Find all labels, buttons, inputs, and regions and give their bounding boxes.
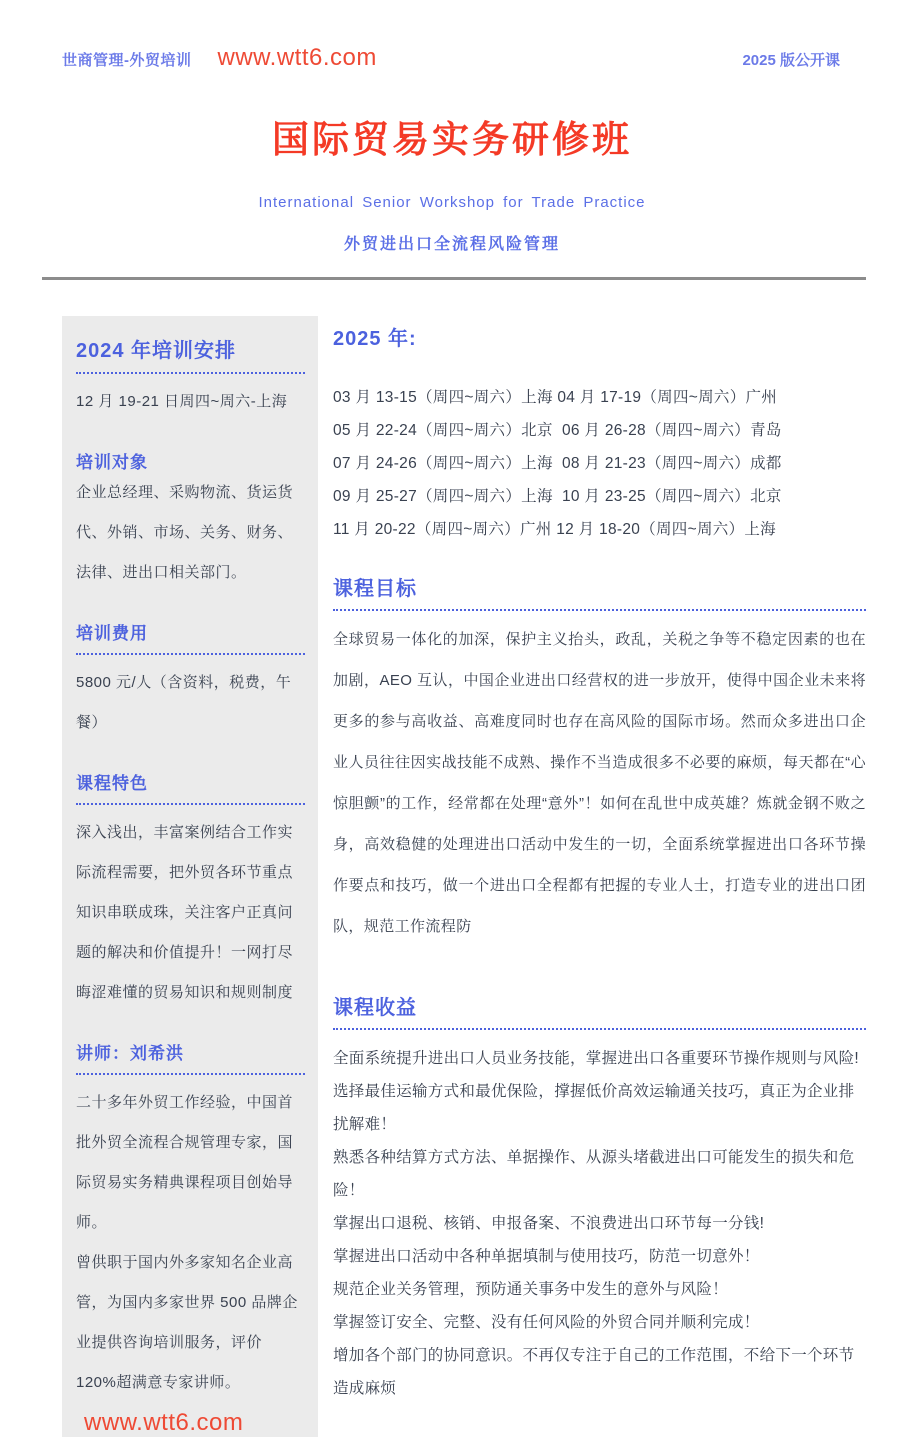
benefit-row: 规范企业关务管理，预防通关事务中发生的意外与风险！ [333, 1281, 729, 1298]
objectives-section [333, 572, 866, 947]
schedule-2025-list [333, 381, 866, 546]
benefit-row: 全面系统提升进出口人员业务技能，掌握进出口各重要环节操作规则与风险! [333, 1050, 860, 1067]
benefit-row: 增加各个部门的协同意识。不再仅专注于自己的工作范围，不给下一个环节造成麻烦 [333, 1347, 855, 1397]
benefit-row: 选择最佳运输方式和最优保险，撑握低价高效运输通关技巧，真正为企业排扰解难！ [333, 1083, 855, 1133]
page-header [0, 0, 904, 280]
schedule-row: 09 月 25-27（周四~周六）上海 10 月 23-25（周四~周六）北京 [333, 488, 782, 505]
brand-label: 世商管理-外贸培训 [62, 52, 192, 69]
dotted-separator [76, 803, 305, 805]
lecturer-bio-2: 曾供职于国内外多家知名企业高管，为国内多家世界 500 品牌企业提供咨询培训服务，评价 120%超满意专家讲师。 [76, 1254, 298, 1391]
sidebar-heading-2024-schedule: 2024 年培训安排 [76, 340, 237, 362]
header-row [0, 44, 904, 72]
schedule-row: 11 月 20-22（周四~周六）广州 12 月 18-20（周四~周六）上海 [333, 521, 776, 538]
heading-2025-schedule: 2025 年: [333, 328, 417, 350]
content-columns [0, 280, 904, 1437]
sidebar [62, 316, 318, 1437]
heading-benefits: 课程收益 [333, 997, 417, 1019]
benefit-row: 掌握进出口活动中各种单据填制与使用技巧，防范一切意外！ [333, 1248, 760, 1265]
dotted-separator [333, 1028, 866, 1030]
benefits-section [333, 991, 866, 1405]
sidebar-heading-audience: 培训对象 [76, 453, 148, 472]
dotted-separator [76, 1073, 305, 1075]
objectives-paragraph: 全球贸易一体化的加深，保护主义抬头，政乱，关税之争等不稳定因素的也在加剧，AEO 互认，中国企业进出口经营权的进一步放开，使得中国企业未来将更多的参与高收益、高难度同时也存在高风险的国际市场。然而众多进出口企业人员往往因实战技能不成熟、操作不当造成很多不必要的麻烦，每天都在“心惊胆颤”的工作，经常都在处理“意外”！如何在乱世中成英雄？炼就金钢不败之身，高效稳健的处理进出口活动中发生的一切，全面系统掌握进出口各环节操作要点和技巧，做一个进出口全程都有把握的专业人士，打造专业的进出口团队，规范工作流程防 [333, 631, 866, 935]
features-text: 深入浅出，丰富案例结合工作实际流程需要，把外贸各环节重点知识串联成珠，关注客户正真问题的解决和价值提升！一网打尽晦涩难懂的贸易知识和规则制度 [76, 824, 294, 1001]
schedule-2024-item: 12 月 19-21 日周四~周六-上海 [76, 393, 288, 410]
header-left [62, 44, 377, 72]
schedule-row: 05 月 22-24（周四~周六）北京 06 月 26-28（周四~周六）青岛 [333, 422, 782, 439]
website-link[interactable]: www.wtt6.com [217, 44, 377, 71]
benefits-list [333, 1042, 866, 1405]
lecturer-bio-1: 二十多年外贸工作经验，中国首批外贸全流程合规管理专家，国际贸易实务精典课程项目创始导师。 [76, 1094, 294, 1231]
fee-text: 5800 元/人（含资料，税费，午餐） [76, 674, 292, 731]
benefit-row: 掌握签订安全、完整、没有任何风险的外贸合同并顺利完成！ [333, 1314, 760, 1331]
sidebar-website-link[interactable]: www.wtt6.com [84, 1409, 244, 1436]
edition-label: 2025 版公开课 [742, 52, 840, 69]
subtitle-chinese: 外贸进出口全流程风险管理 [343, 236, 560, 253]
sidebar-heading-fee: 培训费用 [76, 624, 148, 643]
main-column [333, 316, 866, 1437]
heading-objectives: 课程目标 [333, 578, 417, 600]
audience-text: 企业总经理、采购物流、货运货代、外销、市场、关务、财务、法律、进出口相关部门。 [76, 484, 294, 581]
sidebar-heading-features: 课程特色 [76, 774, 148, 793]
benefit-row: 掌握出口退税、核销、申报备案、不浪费进出口环节每一分钱! [333, 1215, 765, 1232]
subtitle-english: International Senior Workshop for Trade Practice [258, 194, 646, 211]
schedule-row: 07 月 24-26（周四~周六）上海 08 月 21-23（周四~周六）成都 [333, 455, 782, 472]
benefit-row: 熟悉各种结算方式方法、单据操作、从源头堵截进出口可能发生的损失和危险！ [333, 1149, 855, 1199]
page-title: 国际贸易实务研修班 [272, 119, 632, 160]
sidebar-heading-lecturer: 讲师：刘希洪 [76, 1044, 184, 1063]
schedule-row: 03 月 13-15（周四~周六）上海 04 月 17-19（周四~周六）广州 [333, 389, 778, 406]
dotted-separator [76, 653, 305, 655]
dotted-separator [76, 372, 305, 374]
dotted-separator [333, 609, 866, 611]
